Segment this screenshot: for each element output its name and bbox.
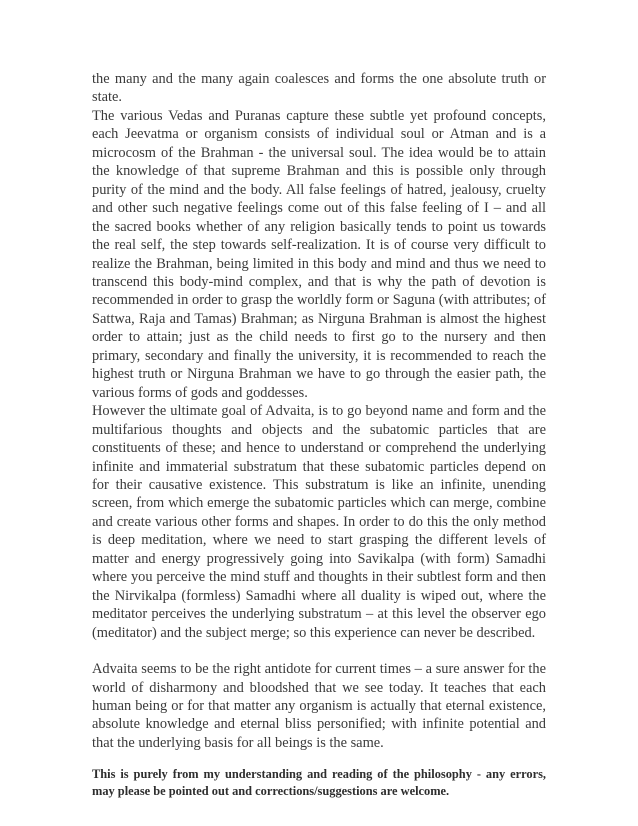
paragraph-vedas-puranas: The various Vedas and Puranas capture these subtle yet profound concepts, each Jeevatma or organism consists of individual soul or Atman and is a microcosm of the Brahman - the universal soul. The idea would be to attain the knowledge of that supreme Brahman and this is possible only through purity of the mind and the body. All false feelings of hatred, jealousy, cruelty and other such negative feelings come out of this false feeling of I – and all the sacred books whether of any religion basically tends to point us towards the real self, the step towards self-realization. It is of course very difficult to realize the Brahman, being limited in this body and mind and thus we need to transcend this body-mind complex, and that is why the path of devotion is recommended in order to grasp the worldly form or Saguna (with attributes; of Sattwa, Raja and Tamas) Brahman; as Nirguna Brahman is almost the highest order to attain; just as the child needs to first go to the nursery and then primary, secondary and finally the university, it is recommended to reach the highest truth or Nirguna Brahman we have to go through the easier path, the various forms of gods and goddesses. (92, 107, 546, 401)
paragraph-advaita-goal: However the ultimate goal of Advaita, is to go beyond name and form and the multifarious thoughts and objects and the subatomic particles that are constituents of these; and hence to understand or comprehend the underlying infinite and immaterial substratum that these subatomic particles depend on for their causative existence. This substratum is like an infinite, unending screen, from which emerge the subatomic particles which can merge, combine and create various other forms and shapes. In order to do this the only method is deep meditation, where we need to start grasping the different levels of matter and energy progressively going into Savikalpa (with form) Samadhi where you perceive the mind stuff and thoughts in their subtlest form and then the Nirvikalpa (formless) Samadhi where all duality is wiped out, where the meditator perceives the underlying substratum – at this level the observer ego (meditator) and the subject merge; so this experience can never be described. (92, 403, 546, 641)
disclaimer-note: This is purely from my understanding and reading of the philosophy - any errors, may please be pointed out and corrections/suggestions are welcome. (92, 767, 546, 798)
paragraph-antidote: Advaita seems to be the right antidote for current times – a sure answer for the world of disharmony and bloodshed that we see today. It teaches that each human being or for that matter any organism is actually that eternal existence, absolute knowledge and eternal bliss personified; with infinite potential and that the underlying basis for all beings is the same. (92, 661, 546, 751)
paragraph-continuation: the many and the many again coalesces and forms the one absolute truth or state. (92, 71, 546, 106)
document-page (92, 70, 546, 799)
